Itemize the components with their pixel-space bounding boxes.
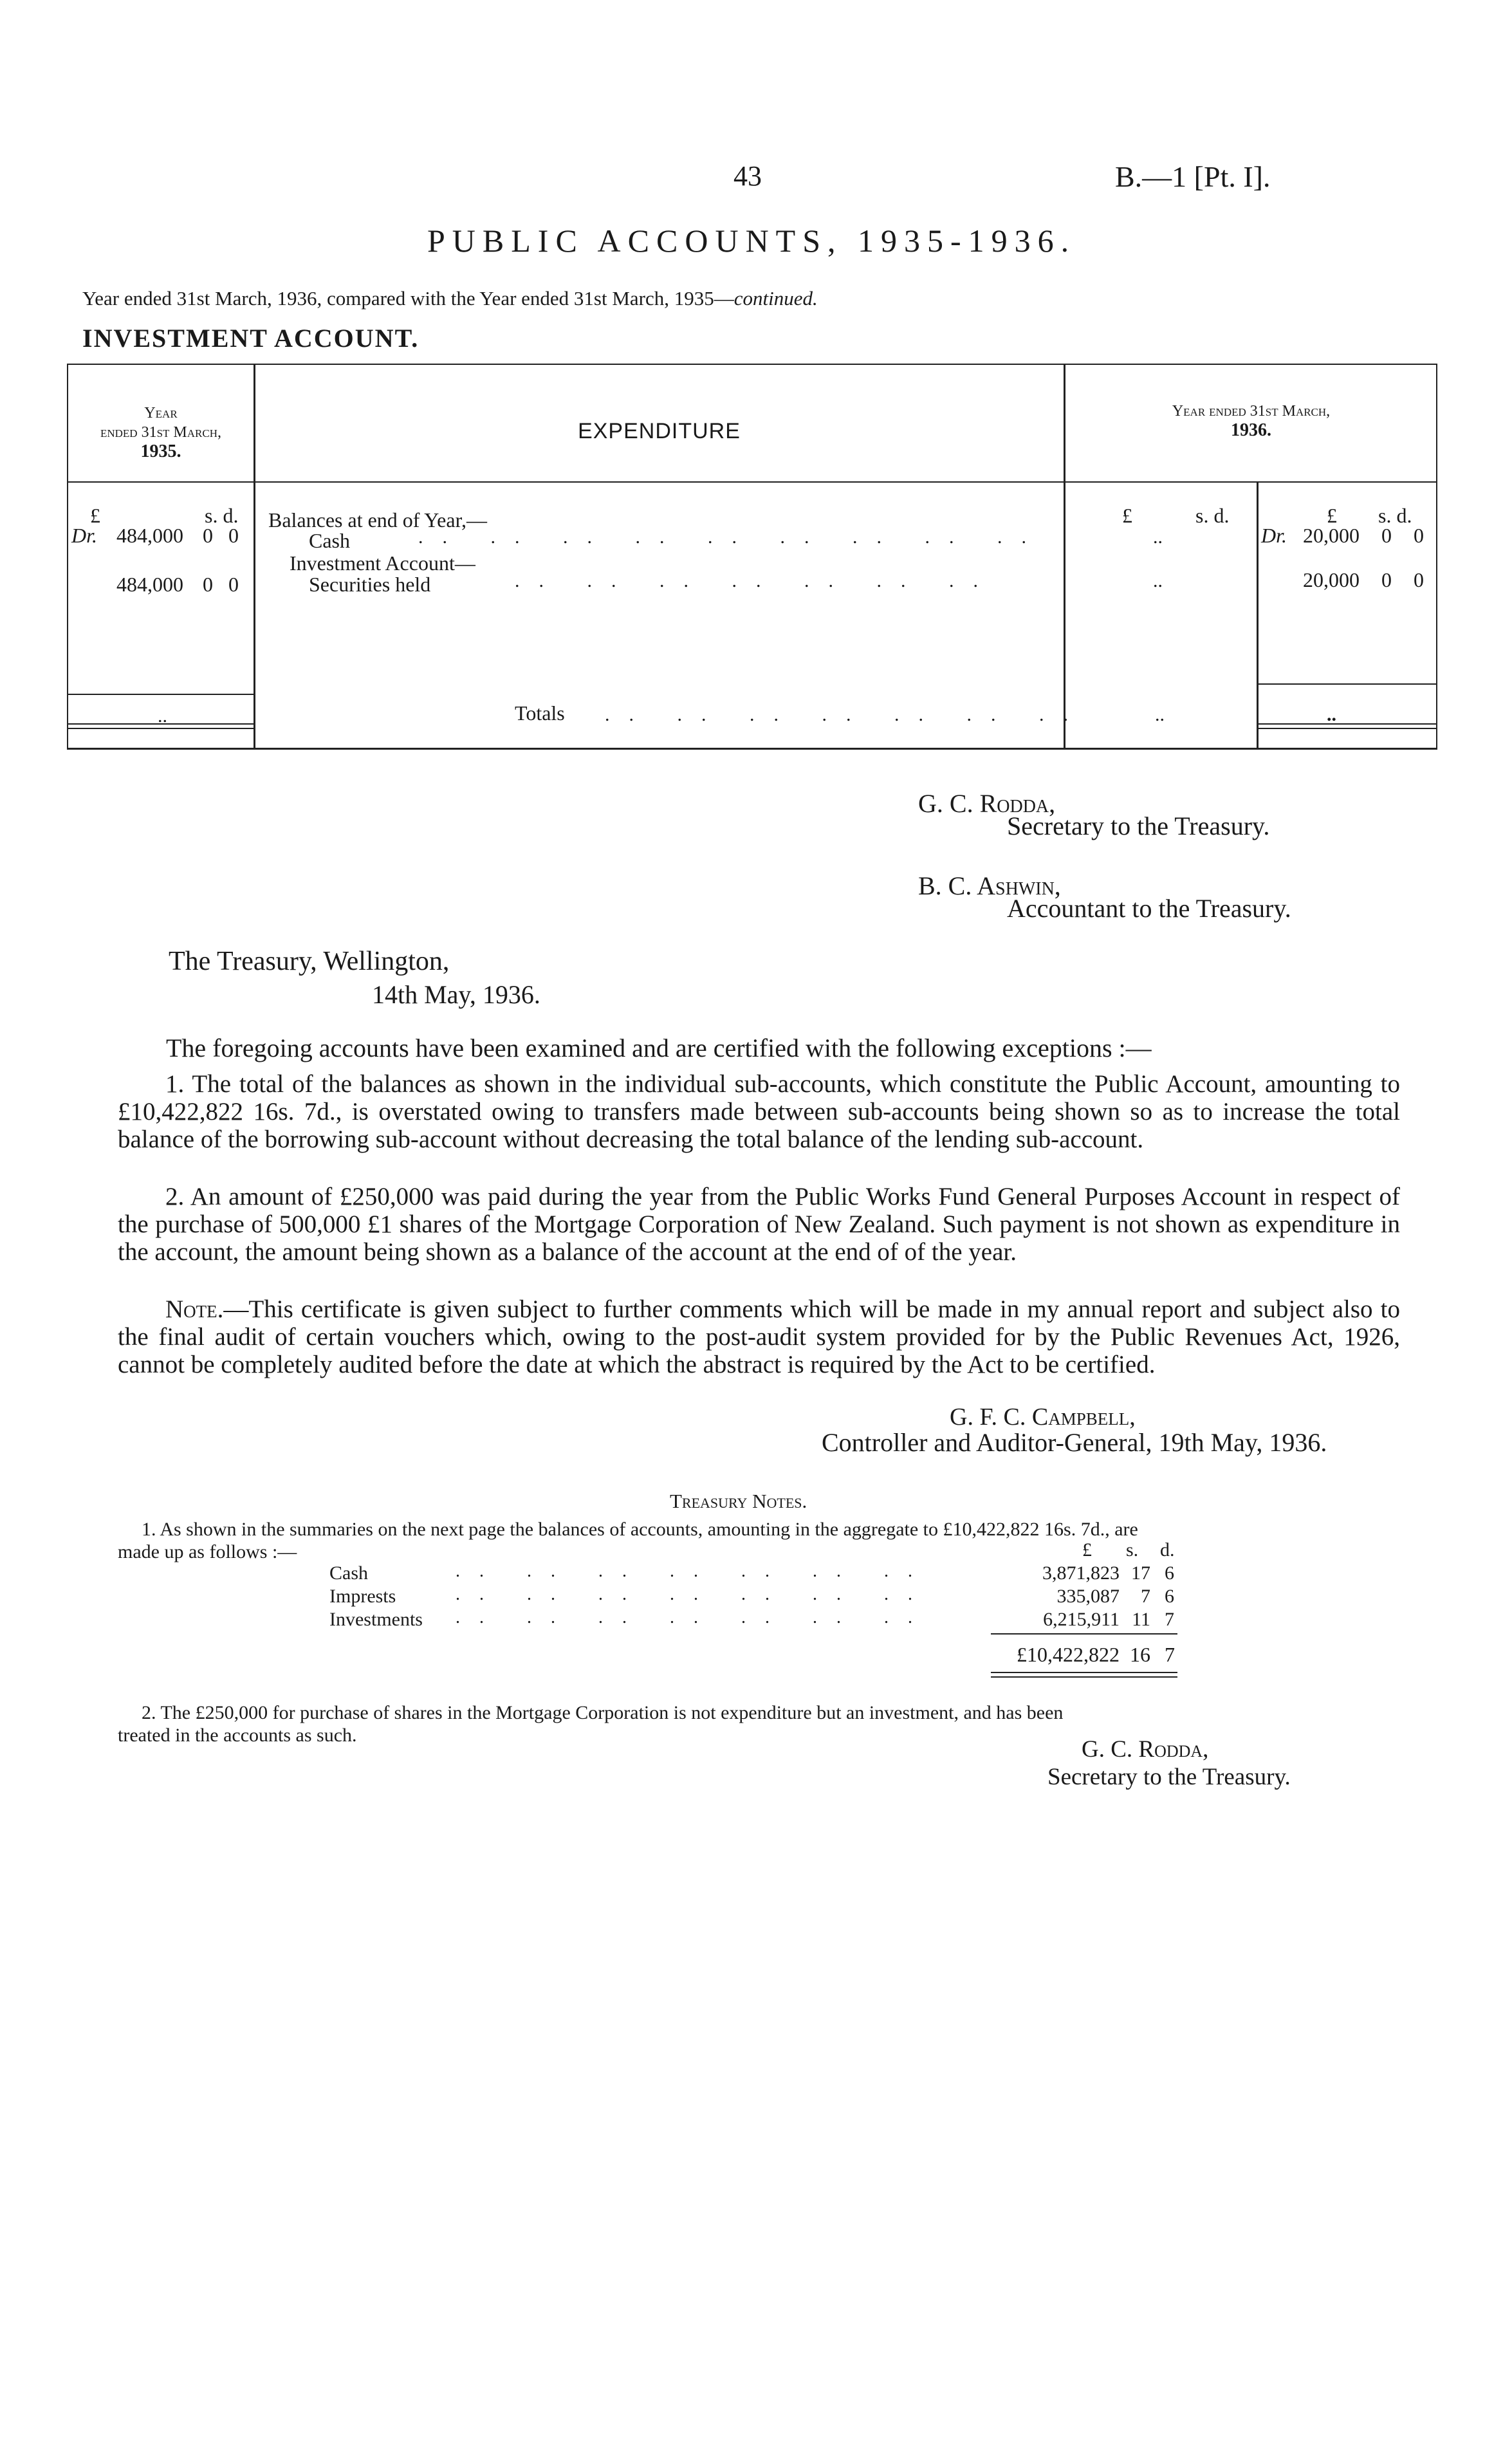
table-left-rule	[67, 364, 68, 750]
table-right-rule	[1436, 364, 1437, 750]
notes-row-label: Imprests	[329, 1586, 396, 1607]
notes-row-s: 11	[1132, 1609, 1150, 1630]
left-unit-pound: £	[90, 504, 100, 527]
table-header-rule	[67, 481, 1437, 483]
notes-col-s: s.	[1126, 1539, 1139, 1561]
certificate-note	[118, 1295, 1400, 1378]
left-subtotal-rule	[68, 694, 254, 695]
notes-signer-name: G. C. Rodda,	[1082, 1736, 1209, 1763]
right-total-rule-1	[1259, 723, 1436, 725]
notes-col-d: d.	[1160, 1539, 1175, 1561]
left-row3-d: 0	[228, 573, 239, 596]
treasury-notes-heading: Treasury Notes.	[670, 1490, 807, 1512]
certificate-intro: The foregoing accounts have been examined and are certified with the following exceptions :—	[166, 1033, 1152, 1062]
item-balances-heading: Balances at end of Year,—	[268, 508, 487, 532]
notes-row-label: Cash	[329, 1562, 368, 1584]
certificate-paragraph-1: 1. The total of the balances as shown in the individual sub-accounts, which constitute the Public Account, amounting to £10,422,822 16s. 7d., is overstated owing to transfers made between sub-accounts being shown so as to increase the total balance of the borrowing sub-account without decreasing the total balance of the lending sub-account.	[118, 1070, 1400, 1153]
notes-total-rule-2	[991, 1676, 1177, 1678]
table-col-rule-1	[254, 364, 255, 750]
notes-row-pounds: 335,087	[1056, 1586, 1120, 1607]
notes-row-s: 7	[1141, 1586, 1150, 1607]
right-row1-d: 0	[1414, 524, 1424, 547]
section-title: INVESTMENT ACCOUNT.	[82, 324, 420, 353]
left-header-year: 1935.	[140, 441, 181, 461]
mid-totals-value: ..	[1155, 704, 1165, 725]
notes-total-s: 16	[1130, 1643, 1150, 1666]
mid-unit-pound: £	[1122, 504, 1132, 527]
mid-row3-value: ..	[1153, 570, 1163, 591]
left-total-rule-2	[68, 728, 254, 729]
notes-row-s: 17	[1131, 1562, 1150, 1584]
item-investment-account: Investment Account—	[290, 551, 475, 575]
right-row1-amount: 20,000	[1303, 524, 1360, 547]
notes-row-leader: .. .. .. .. .. .. ..	[456, 1607, 932, 1627]
notes-row-d: 7	[1165, 1609, 1174, 1630]
totals-leader: .. .. .. .. .. .. ..	[605, 704, 1087, 725]
right-totals-value: ..	[1327, 704, 1336, 725]
left-row3-amount: 484,000	[116, 573, 183, 596]
treasury-note-2-line2: treated in the accounts as such.	[118, 1725, 357, 1746]
expenditure-header: EXPENDITURE	[578, 419, 741, 443]
item-cash: Cash	[309, 529, 350, 552]
left-header	[69, 403, 252, 461]
treasury-note-1-line2: made up as follows :—	[118, 1541, 297, 1562]
notes-total-d: 7	[1165, 1643, 1175, 1666]
right-total-rule-2	[1259, 728, 1436, 729]
left-row1-d: 0	[228, 524, 239, 547]
right-subtotal-rule	[1259, 683, 1436, 685]
right-header-year: 1936.	[1231, 420, 1271, 440]
document-reference: B.—1 [Pt. I].	[1115, 160, 1271, 193]
right-unit-sd: s. d.	[1378, 504, 1412, 527]
right-header	[1066, 402, 1436, 440]
right-row3-s: 0	[1381, 568, 1392, 591]
left-totals-value: ..	[158, 705, 167, 727]
subtitle-continued: continued.	[733, 287, 818, 310]
table-col-rule-3	[1257, 481, 1259, 748]
item-cash-leader: .. .. .. .. .. .. .. .. ..	[418, 526, 1046, 548]
right-header-line1: Year ended 31st March,	[1172, 403, 1331, 420]
notes-row-label: Investments	[329, 1609, 423, 1630]
treasury-note-2-line1: 2. The £250,000 for purchase of shares in the Mortgage Corporation is not expenditure but an investment, and has been	[142, 1702, 1064, 1723]
mid-unit-sd: s. d.	[1195, 504, 1230, 527]
signature-rodda-title: Secretary to the Treasury.	[1007, 811, 1270, 840]
table-bottom-rule	[67, 748, 1437, 750]
item-securities-leader: .. .. .. .. .. .. ..	[515, 570, 997, 591]
auditor-title: Controller and Auditor-General, 19th May, 1936.	[822, 1428, 1327, 1457]
notes-row-pounds: 3,871,823	[1042, 1562, 1120, 1584]
notes-row-leader: .. .. .. .. .. .. ..	[456, 1584, 932, 1604]
notes-signer-title: Secretary to the Treasury.	[1047, 1764, 1291, 1790]
signature-rodda-name: G. C. Rodda,	[918, 789, 1056, 818]
treasury-place: The Treasury, Wellington,	[169, 947, 450, 976]
left-unit-sd: s. d.	[205, 504, 239, 527]
left-row1-amount: 484,000	[116, 524, 183, 547]
page-number: 43	[733, 160, 762, 192]
left-dr-prefix: Dr.	[71, 524, 98, 547]
note-text: —This certificate is given subject to further comments which will be made in my annual report and subject also to the final audit of certain vouchers which, owing to the post-audit system provided for by the Public Revenues Act, 1926, cannot be completely audited before the date at which the abstract is required by the Act to be certified.	[118, 1295, 1400, 1378]
right-row1-s: 0	[1381, 524, 1392, 547]
notes-total-rule-1	[991, 1672, 1177, 1673]
notes-subtotal-rule	[991, 1633, 1177, 1635]
treasury-date: 14th May, 1936.	[372, 980, 540, 1009]
table-col-rule-2	[1064, 364, 1065, 750]
notes-row-pounds: 6,215,911	[1043, 1609, 1120, 1630]
notes-col-pound: £	[1082, 1539, 1092, 1561]
left-row1-s: 0	[203, 524, 213, 547]
left-header-line1: Year	[144, 405, 178, 421]
signature-ashwin-title: Accountant to the Treasury.	[1007, 894, 1291, 923]
page-title: PUBLIC ACCOUNTS, 1935-1936.	[427, 223, 1076, 259]
item-securities-held: Securities held	[309, 573, 431, 596]
subtitle-text: Year ended 31st March, 1936, compared with the Year ended 31st March, 1935—	[82, 287, 734, 310]
left-header-line2: ended 31st March,	[100, 424, 221, 441]
subtitle	[82, 287, 818, 310]
mid-row1-value: ..	[1153, 526, 1163, 548]
right-row3-amount: 20,000	[1303, 568, 1360, 591]
left-row3-s: 0	[203, 573, 213, 596]
notes-total-pounds: £10,422,822	[1017, 1643, 1120, 1666]
notes-row-leader: .. .. .. .. .. .. ..	[456, 1561, 932, 1581]
notes-row-d: 6	[1165, 1586, 1174, 1607]
certificate-paragraph-2: 2. An amount of £250,000 was paid during the year from the Public Works Fund General Purposes Account in respect of the purchase of 500,000 £1 shares of the Mortgage Corporation of New Zealand. Such payment is not shown as expenditure in the account, the amount being shown as a balance of the account at the end of of the year.	[118, 1183, 1400, 1266]
right-unit-pound: £	[1327, 504, 1337, 527]
totals-label: Totals	[515, 701, 565, 725]
note-label: Note.	[165, 1295, 224, 1323]
auditor-name: G. F. C. Campbell,	[950, 1403, 1136, 1431]
right-dr-prefix: Dr.	[1261, 524, 1287, 547]
notes-row-d: 6	[1165, 1562, 1174, 1584]
treasury-note-1-line1: 1. As shown in the summaries on the next page the balances of accounts, amounting in the aggregate to £10,422,822 16s. 7d., are	[142, 1519, 1138, 1540]
table-top-rule	[67, 364, 1437, 365]
right-row3-d: 0	[1414, 568, 1424, 591]
signature-ashwin-name: B. C. Ashwin,	[918, 871, 1061, 900]
